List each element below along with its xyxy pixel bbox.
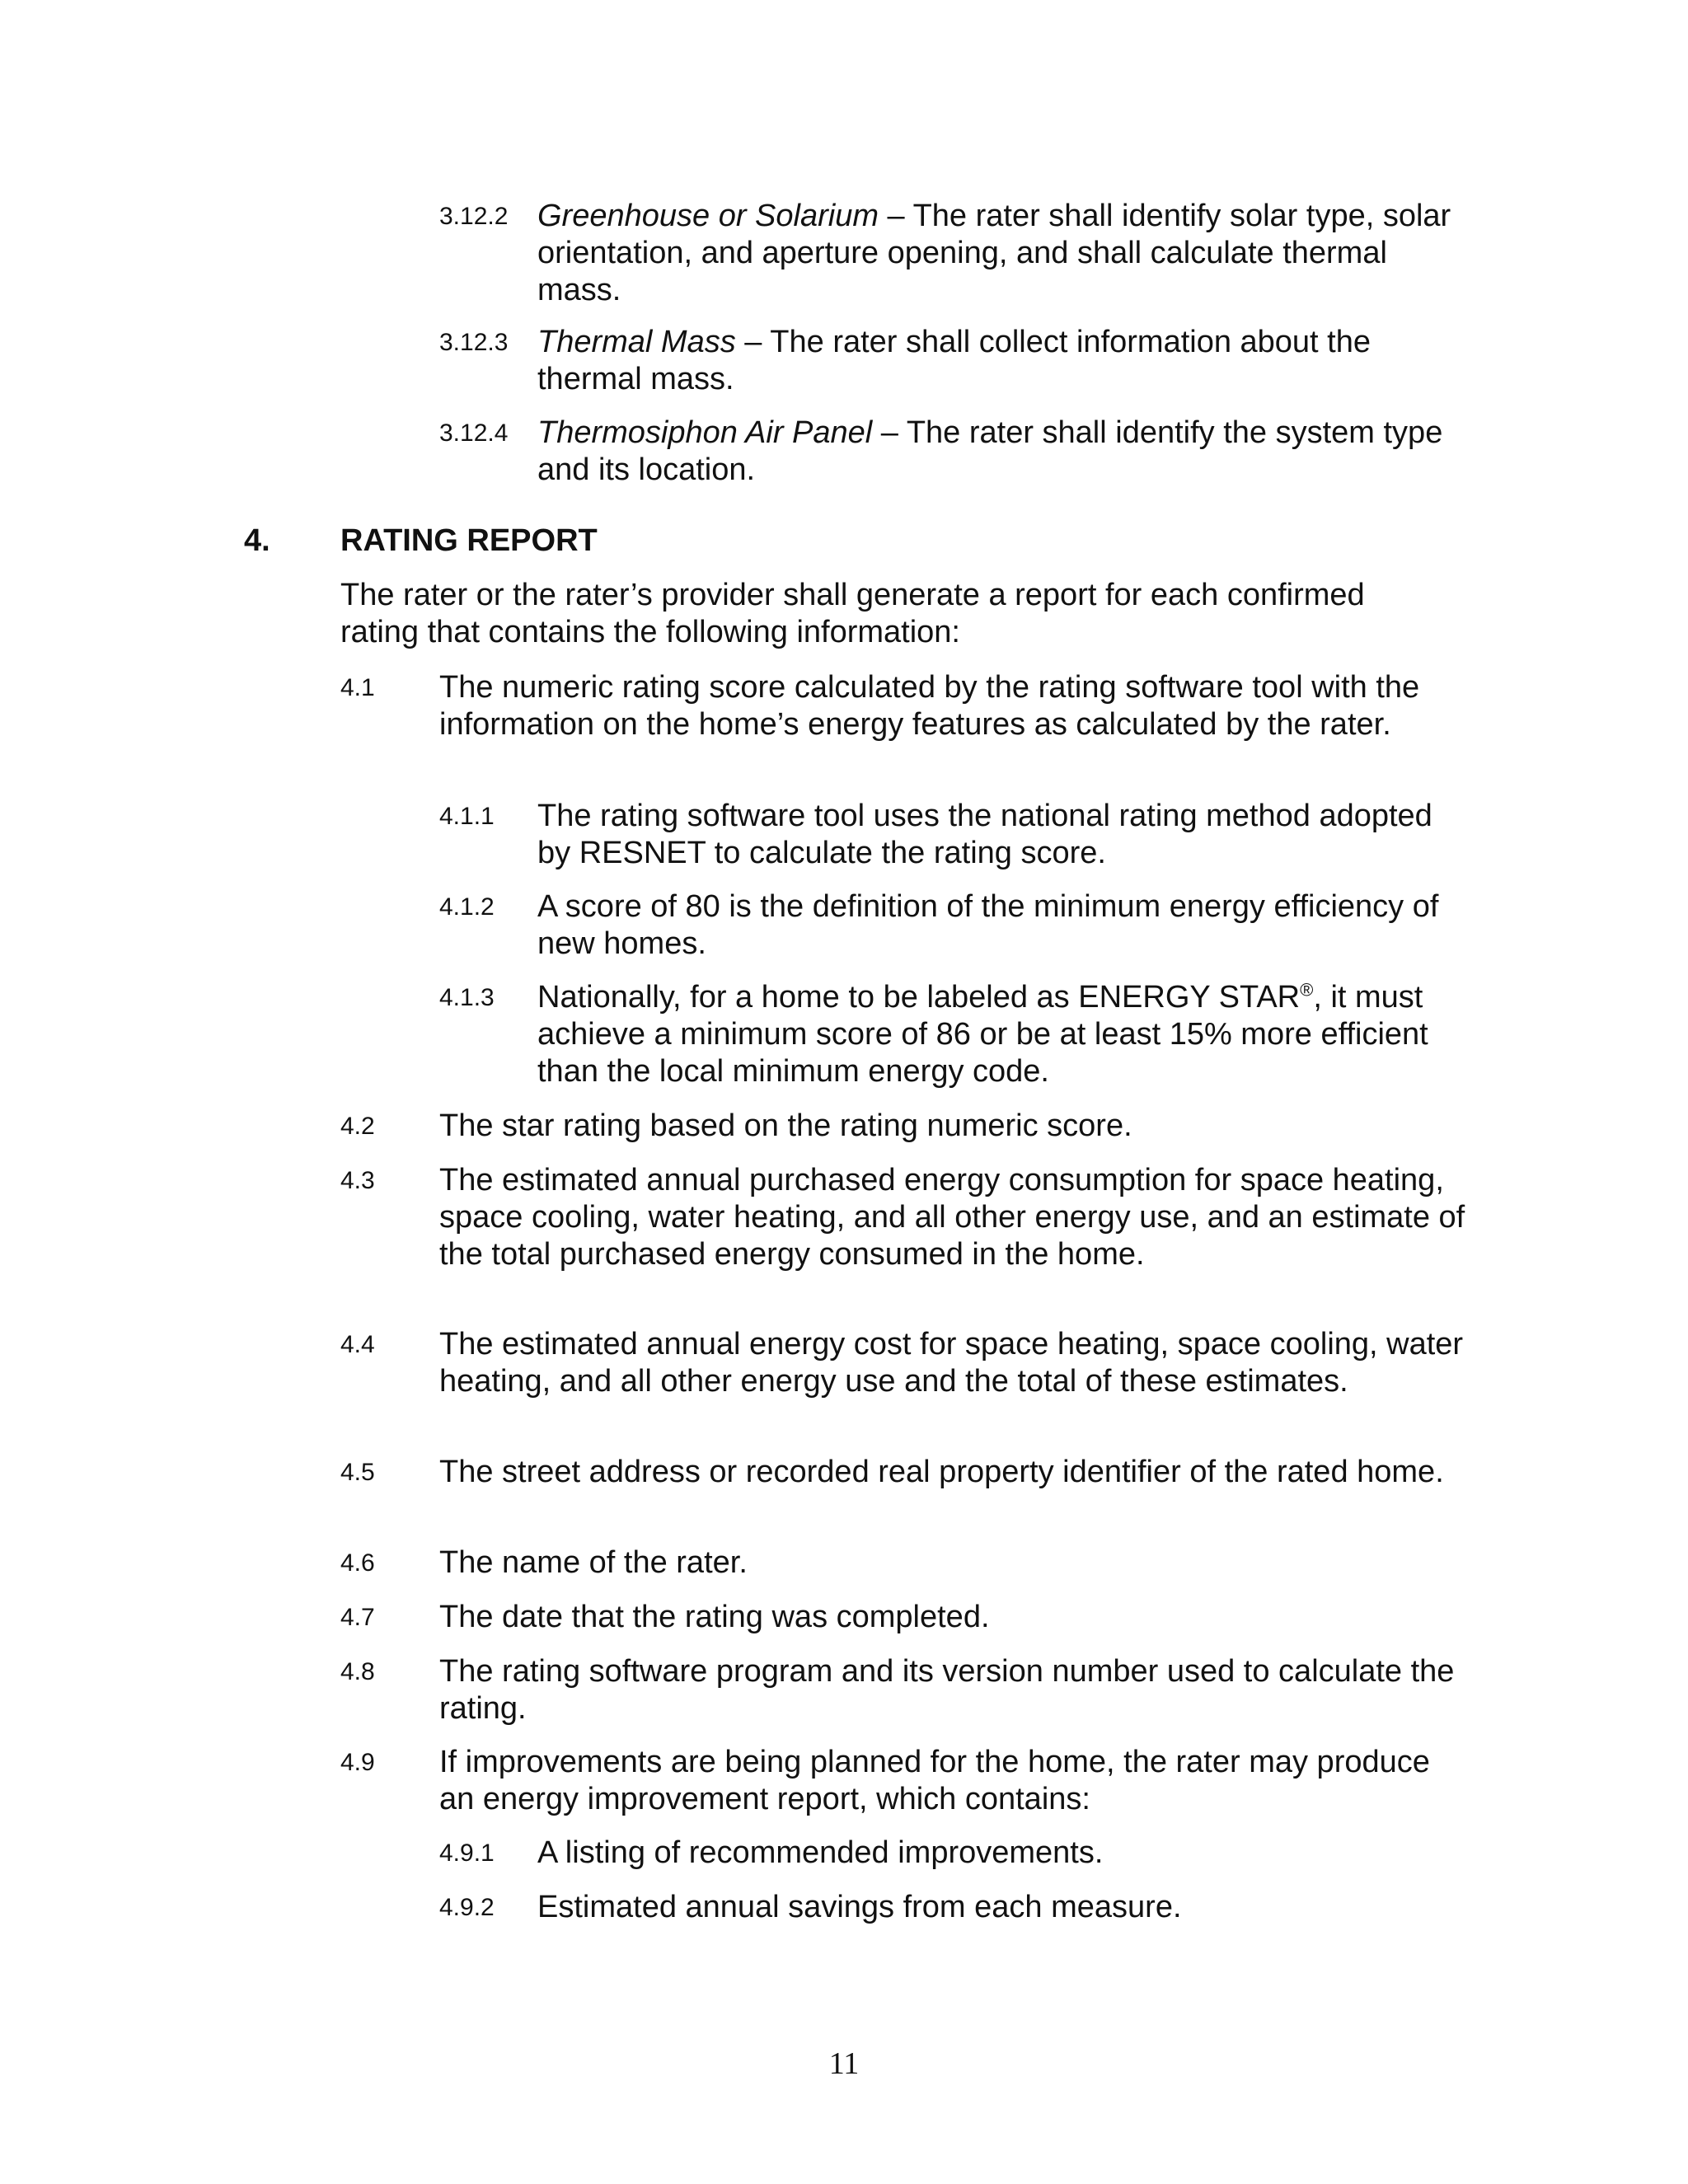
item-body: – The rater shall identify the system type and its location. [537, 415, 1443, 487]
item-number: 3.12.4 [439, 419, 509, 447]
item-text: The estimated annual energy cost for space heating, space cooling, water heating, and all other energy use and the total of these estimates. [439, 1327, 1464, 1399]
section-title: RATING REPORT [340, 523, 598, 558]
item-text: A listing of recommended improvements. [537, 1835, 1104, 1870]
section-number: 4. [244, 523, 270, 558]
section-intro: The rater or the rater’s provider shall generate a report for each confirmed rating that contains the following information: [340, 578, 1365, 649]
item-text: The estimated annual purchased energy consumption for space heating, space cooling, water heating, and all other energy use, and an estimate of the total purchased energy consumed in the home. [439, 1163, 1465, 1272]
item-number: 4.1.1 [439, 803, 495, 830]
item-text [537, 979, 1465, 1090]
item-body: – The rater shall identify solar type, solar orientation, and aperture opening, and shall calculate thermal mass. [537, 199, 1451, 307]
item-number: 4.7 [340, 1604, 375, 1631]
item-text: The date that the rating was completed. [439, 1600, 990, 1634]
item-text: The rating software tool uses the national rating method adopted by RESNET to calculate the rating score. [537, 799, 1432, 870]
item-number: 4.2 [340, 1113, 375, 1140]
item-text [537, 198, 1465, 309]
item-text: The name of the rater. [439, 1545, 748, 1580]
item-number: 3.12.3 [439, 329, 509, 356]
item-text: The street address or recorded real property identifier of the rated home. [439, 1455, 1444, 1489]
item-body: Nationally, for a home to be labeled as ENERGY STAR [537, 980, 1301, 1015]
registered-mark: ® [1300, 979, 1314, 1001]
item-term: Thermosiphon Air Panel [537, 415, 873, 450]
item-number: 4.1.2 [439, 893, 495, 921]
item-number: 4.1 [340, 674, 375, 701]
item-text: Estimated annual savings from each measure. [537, 1890, 1182, 1924]
item-text [537, 324, 1465, 398]
item-body-continued: , it must achieve a minimum score of 86 or be at least 15% more efficient than the local minimum energy code. [537, 980, 1428, 1089]
item-number: 4.3 [340, 1167, 375, 1194]
item-text: The numeric rating score calculated by the rating software tool with the information on the home’s energy features as calculated by the rater. [439, 670, 1420, 742]
item-term: Greenhouse or Solarium [537, 199, 879, 233]
item-number: 4.6 [340, 1549, 375, 1577]
item-text [537, 415, 1465, 489]
item-number: 4.9.2 [439, 1894, 495, 1921]
item-text: A score of 80 is the definition of the minimum energy efficiency of new homes. [537, 889, 1439, 961]
item-number: 4.4 [340, 1331, 375, 1358]
item-number: 4.9 [340, 1749, 375, 1776]
item-body: – The rater shall collect information about the thermal mass. [537, 325, 1371, 396]
item-number: 4.9.1 [439, 1840, 495, 1867]
item-number: 3.12.2 [439, 203, 509, 230]
item-number: 4.8 [340, 1658, 375, 1685]
item-number: 4.1.3 [439, 984, 495, 1011]
item-number: 4.5 [340, 1459, 375, 1486]
item-term: Thermal Mass [537, 325, 736, 359]
item-text: The star rating based on the rating numeric score. [439, 1108, 1132, 1143]
item-text: If improvements are being planned for the home, the rater may produce an energy improvement report, which contains: [439, 1745, 1430, 1816]
page-number: 11 [828, 2046, 860, 2081]
item-text: The rating software program and its version number used to calculate the rating. [439, 1654, 1455, 1726]
